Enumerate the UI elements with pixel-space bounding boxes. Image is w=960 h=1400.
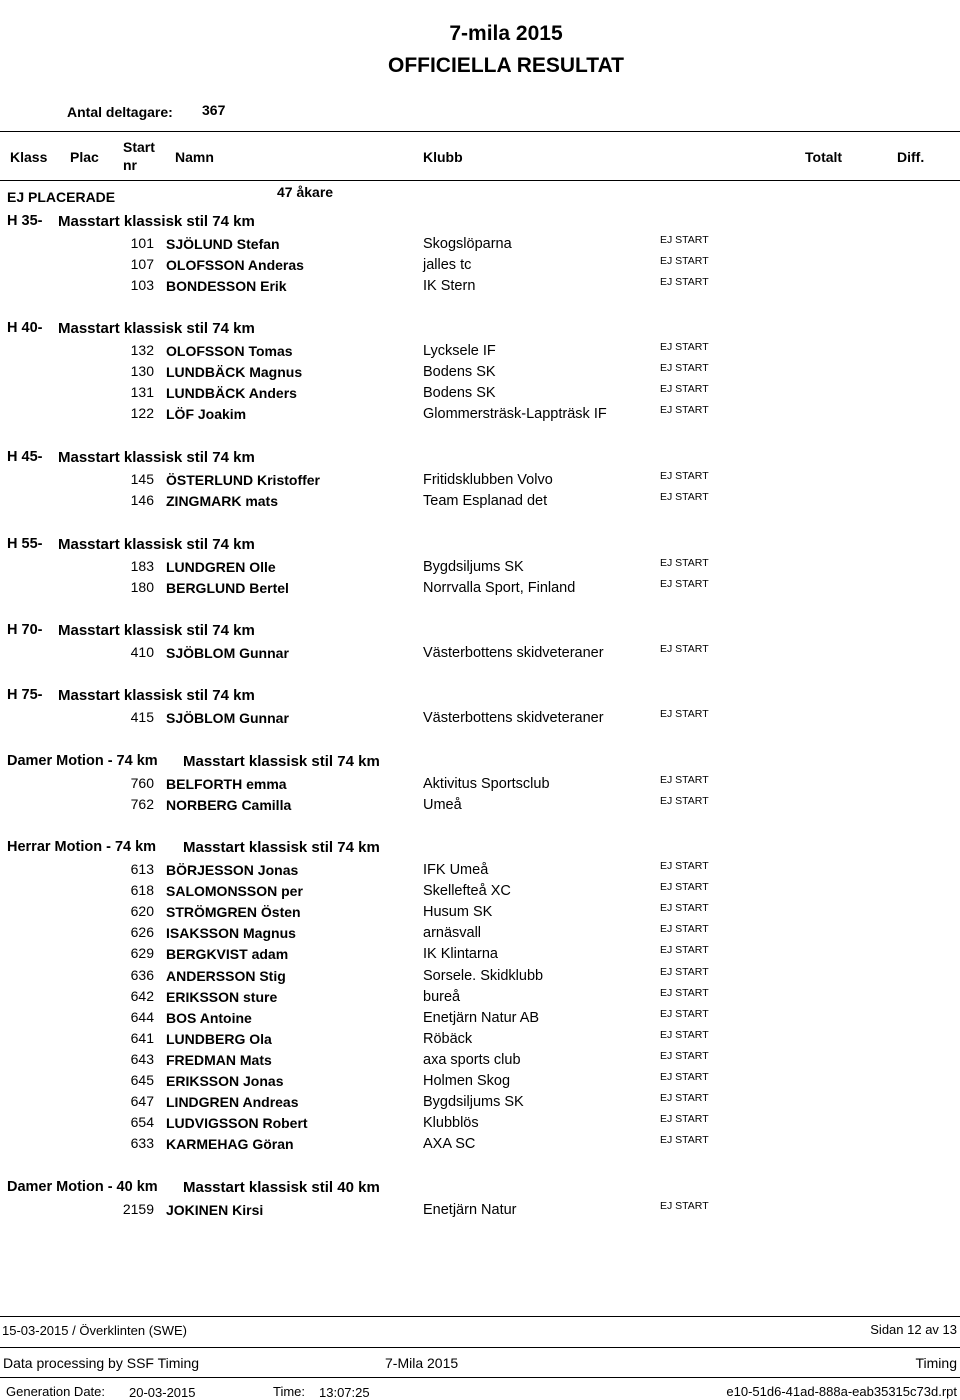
header-divider-top <box>0 131 960 132</box>
entry-start-number: 644 <box>130 1008 154 1025</box>
footer-divider-bottom <box>0 1377 960 1378</box>
footer-divider-middle <box>0 1347 960 1348</box>
entry-status: EJ START <box>660 1113 709 1126</box>
entry-name: ZINGMARK mats <box>166 493 279 510</box>
entry-name: OLOFSSON Anderas <box>166 257 304 274</box>
entry-club: Skogslöparna <box>423 236 512 252</box>
entry-start-number: 101 <box>130 235 154 251</box>
entry-name: LUNDBÄCK Anders <box>166 385 297 402</box>
entry-club: bureå <box>423 988 461 1005</box>
entry-club: axa sports club <box>423 1051 521 1068</box>
entry-club: Bodens SK <box>423 364 496 381</box>
entry-status: EJ START <box>660 774 709 786</box>
group-class-label: H 35- <box>7 213 43 229</box>
group-title: Masstart klassisk stil 74 km <box>58 536 255 553</box>
entry-club: IK Stern <box>423 278 476 295</box>
footer-divider-top <box>0 1316 960 1317</box>
col-plac: Plac <box>70 149 99 165</box>
entry-start-number: 626 <box>130 924 154 941</box>
group-class-label: Herrar Motion - 74 km <box>7 839 157 855</box>
entry-status: EJ START <box>660 902 709 915</box>
entry-start-number: 633 <box>130 1135 154 1152</box>
entry-start-number: 183 <box>130 558 154 574</box>
entry-start-number: 132 <box>130 342 154 358</box>
footer-gen-date-value: 20-03-2015 <box>129 1385 196 1400</box>
footer-report-file: e10-51d6-41ad-888a-eab35315c73d.rpt <box>726 1384 957 1399</box>
footer-time-label: Time: <box>273 1384 306 1399</box>
entry-club: Umeå <box>423 797 462 814</box>
entry-club: jalles tc <box>423 257 472 274</box>
entry-club: Husum SK <box>423 904 493 921</box>
entry-name: BERGKVIST adam <box>166 946 289 963</box>
entry-status: EJ START <box>660 1092 709 1105</box>
entry-club: Västerbottens skidveteraner <box>423 710 604 726</box>
footer-date-location: 15-03-2015 / Överklinten (SWE) <box>2 1323 187 1338</box>
footer-event: 7-Mila 2015 <box>385 1355 459 1371</box>
group-title: Masstart klassisk stil 74 km <box>183 753 380 770</box>
entry-status: EJ START <box>660 578 709 591</box>
entry-name: LUNDGREN Olle <box>166 559 276 575</box>
group-class-label: Damer Motion - 40 km <box>7 1179 158 1195</box>
entry-club: Bodens SK <box>423 385 496 402</box>
entry-start-number: 107 <box>130 256 154 273</box>
entry-start-number: 629 <box>130 945 154 962</box>
section-count: 47 åkare <box>277 184 334 200</box>
header-divider-bottom <box>0 180 960 181</box>
entry-status: EJ START <box>660 643 709 655</box>
entry-start-number: 641 <box>130 1029 154 1046</box>
participants-value: 367 <box>202 102 226 118</box>
col-diff: Diff. <box>897 149 925 165</box>
entry-start-number: 647 <box>130 1093 154 1110</box>
entry-start-number: 103 <box>130 277 154 294</box>
group-class-label: H 55- <box>7 536 43 552</box>
entry-status: EJ START <box>660 1071 709 1083</box>
entry-name: NORBERG Camilla <box>166 797 292 814</box>
entry-club: Lycksele IF <box>423 343 496 359</box>
entry-start-number: 643 <box>130 1050 154 1067</box>
entry-status: EJ START <box>660 1200 709 1212</box>
entry-club: Aktivitus Sportsclub <box>423 776 550 792</box>
group-title: Masstart klassisk stil 74 km <box>58 320 255 337</box>
entry-club: IFK Umeå <box>423 862 489 878</box>
entry-club: Bygdsiljums SK <box>423 559 524 575</box>
footer-gen-date-label: Generation Date: <box>6 1384 106 1399</box>
footer-page-number: Sidan 12 av 13 <box>870 1322 957 1337</box>
entry-status: EJ START <box>660 470 709 482</box>
group-class-label: H 40- <box>7 320 43 336</box>
entry-start-number: 618 <box>130 882 154 899</box>
entry-status: EJ START <box>660 362 709 375</box>
section-label: EJ PLACERADE <box>7 189 116 205</box>
entry-start-number: 762 <box>130 796 154 813</box>
entry-club: Norrvalla Sport, Finland <box>423 580 576 597</box>
entry-name: BOS Antoine <box>166 1009 252 1026</box>
entry-name: ERIKSSON sture <box>166 988 278 1005</box>
entry-name: SALOMONSSON per <box>166 883 303 900</box>
entry-start-number: 415 <box>130 709 154 725</box>
entry-club: Holmen Skog <box>423 1073 511 1089</box>
entry-name: FREDMAN Mats <box>166 1051 272 1068</box>
group-title: Masstart klassisk stil 74 km <box>58 213 255 230</box>
entry-status: EJ START <box>660 383 709 396</box>
entry-start-number: 131 <box>130 384 154 401</box>
entry-status: EJ START <box>660 276 709 289</box>
entry-club: IK Klintarna <box>423 946 498 963</box>
entry-status: EJ START <box>660 255 709 268</box>
group-title: Masstart klassisk stil 74 km <box>58 622 255 639</box>
entry-start-number: 410 <box>130 644 154 660</box>
entry-name: BONDESSON Erik <box>166 278 287 295</box>
entry-name: LUNDBÄCK Magnus <box>166 364 303 381</box>
entry-club: arnäsvall <box>423 925 482 942</box>
entry-club: Team Esplanad det <box>423 493 548 510</box>
entry-name: LÖF Joakim <box>166 406 247 423</box>
entry-name: SJÖBLOM Gunnar <box>166 710 289 726</box>
entry-name: ÖSTERLUND Kristoffer <box>166 472 321 488</box>
entry-status: EJ START <box>660 1028 709 1041</box>
entry-start-number: 613 <box>130 861 154 877</box>
entry-status: EJ START <box>660 795 709 808</box>
footer-processing: Data processing by SSF Timing <box>3 1355 200 1371</box>
entry-name: LUDVIGSSON Robert <box>166 1115 308 1132</box>
entry-start-number: 146 <box>130 492 154 509</box>
entry-status: EJ START <box>660 404 709 417</box>
participants-label: Antal deltagare: <box>67 104 173 120</box>
entry-name: ANDERSSON Stig <box>166 967 286 984</box>
entry-status: EJ START <box>660 1134 709 1147</box>
entry-status: EJ START <box>660 708 709 720</box>
entry-name: BELFORTH emma <box>166 776 287 792</box>
entry-status: EJ START <box>660 234 709 246</box>
entry-club: Klubblös <box>423 1115 479 1132</box>
entry-status: EJ START <box>660 881 709 894</box>
entry-start-number: 180 <box>130 579 154 596</box>
col-namn: Namn <box>175 149 214 165</box>
entry-name: JOKINEN Kirsi <box>166 1202 264 1218</box>
entry-start-number: 122 <box>130 405 154 422</box>
entry-start-number: 2159 <box>122 1201 154 1217</box>
entry-name: ERIKSSON Jonas <box>166 1073 284 1089</box>
entry-club: AXA SC <box>423 1136 476 1153</box>
entry-name: SJÖLUND Stefan <box>166 236 280 252</box>
col-klubb: Klubb <box>423 149 463 165</box>
entry-status: EJ START <box>660 923 709 936</box>
group-title: Masstart klassisk stil 74 km <box>183 839 380 856</box>
entry-start-number: 645 <box>130 1072 154 1088</box>
entry-name: KARMEHAG Göran <box>166 1136 294 1153</box>
entry-start-number: 642 <box>130 987 154 1004</box>
group-title: Masstart klassisk stil 74 km <box>58 687 255 704</box>
col-start-bottom: nr <box>123 157 137 173</box>
group-class-label: H 70- <box>7 622 43 638</box>
footer-time-value: 13:07:25 <box>319 1385 370 1400</box>
entry-start-number: 636 <box>130 966 154 983</box>
report-subtitle: OFFICIELLA RESULTAT <box>387 54 625 77</box>
entry-name: OLOFSSON Tomas <box>166 343 293 359</box>
entry-club: Bygdsiljums SK <box>423 1094 524 1111</box>
entry-start-number: 130 <box>130 363 154 380</box>
entry-name: LINDGREN Andreas <box>166 1094 299 1111</box>
entry-name: BÖRJESSON Jonas <box>166 862 299 878</box>
entry-start-number: 654 <box>130 1114 154 1131</box>
entry-club: Röbäck <box>423 1030 473 1047</box>
footer-timing: Timing <box>915 1355 957 1371</box>
entry-club: Enetjärn Natur <box>423 1202 517 1218</box>
group-class-label: H 45- <box>7 449 43 465</box>
entry-status: EJ START <box>660 491 709 504</box>
col-start-top: Start <box>123 139 155 155</box>
entry-status: EJ START <box>660 341 709 353</box>
report-title: 7-mila 2015 <box>449 22 563 45</box>
entry-status: EJ START <box>660 986 709 999</box>
group-class-label: Damer Motion - 74 km <box>7 753 158 769</box>
entry-club: Västerbottens skidveteraner <box>423 645 604 661</box>
entry-start-number: 760 <box>130 775 154 791</box>
entry-club: Skellefteå XC <box>423 883 511 900</box>
group-title: Masstart klassisk stil 74 km <box>58 449 255 466</box>
group-class-label: H 75- <box>7 687 43 703</box>
col-klass: Klass <box>10 149 48 165</box>
entry-club: Glommersträsk-Lappträsk IF <box>423 406 607 423</box>
entry-status: EJ START <box>660 1007 709 1020</box>
entry-name: LUNDBERG Ola <box>166 1030 272 1047</box>
entry-name: ISAKSSON Magnus <box>166 925 296 942</box>
entry-status: EJ START <box>660 557 709 569</box>
entry-status: EJ START <box>660 965 709 978</box>
entry-name: BERGLUND Bertel <box>166 580 289 597</box>
entry-status: EJ START <box>660 944 709 957</box>
entry-name: SJÖBLOM Gunnar <box>166 645 289 661</box>
group-title: Masstart klassisk stil 40 km <box>183 1179 380 1196</box>
entry-club: Fritidsklubben Volvo <box>423 472 553 488</box>
entry-start-number: 620 <box>130 903 154 920</box>
entry-club: Sorsele. Skidklubb <box>423 967 544 984</box>
entry-name: STRÖMGREN Östen <box>166 904 301 921</box>
entry-status: EJ START <box>660 1049 709 1062</box>
entry-status: EJ START <box>660 860 709 872</box>
entry-start-number: 145 <box>130 471 154 487</box>
col-totalt: Totalt <box>805 149 843 165</box>
entry-club: Enetjärn Natur AB <box>423 1009 540 1026</box>
